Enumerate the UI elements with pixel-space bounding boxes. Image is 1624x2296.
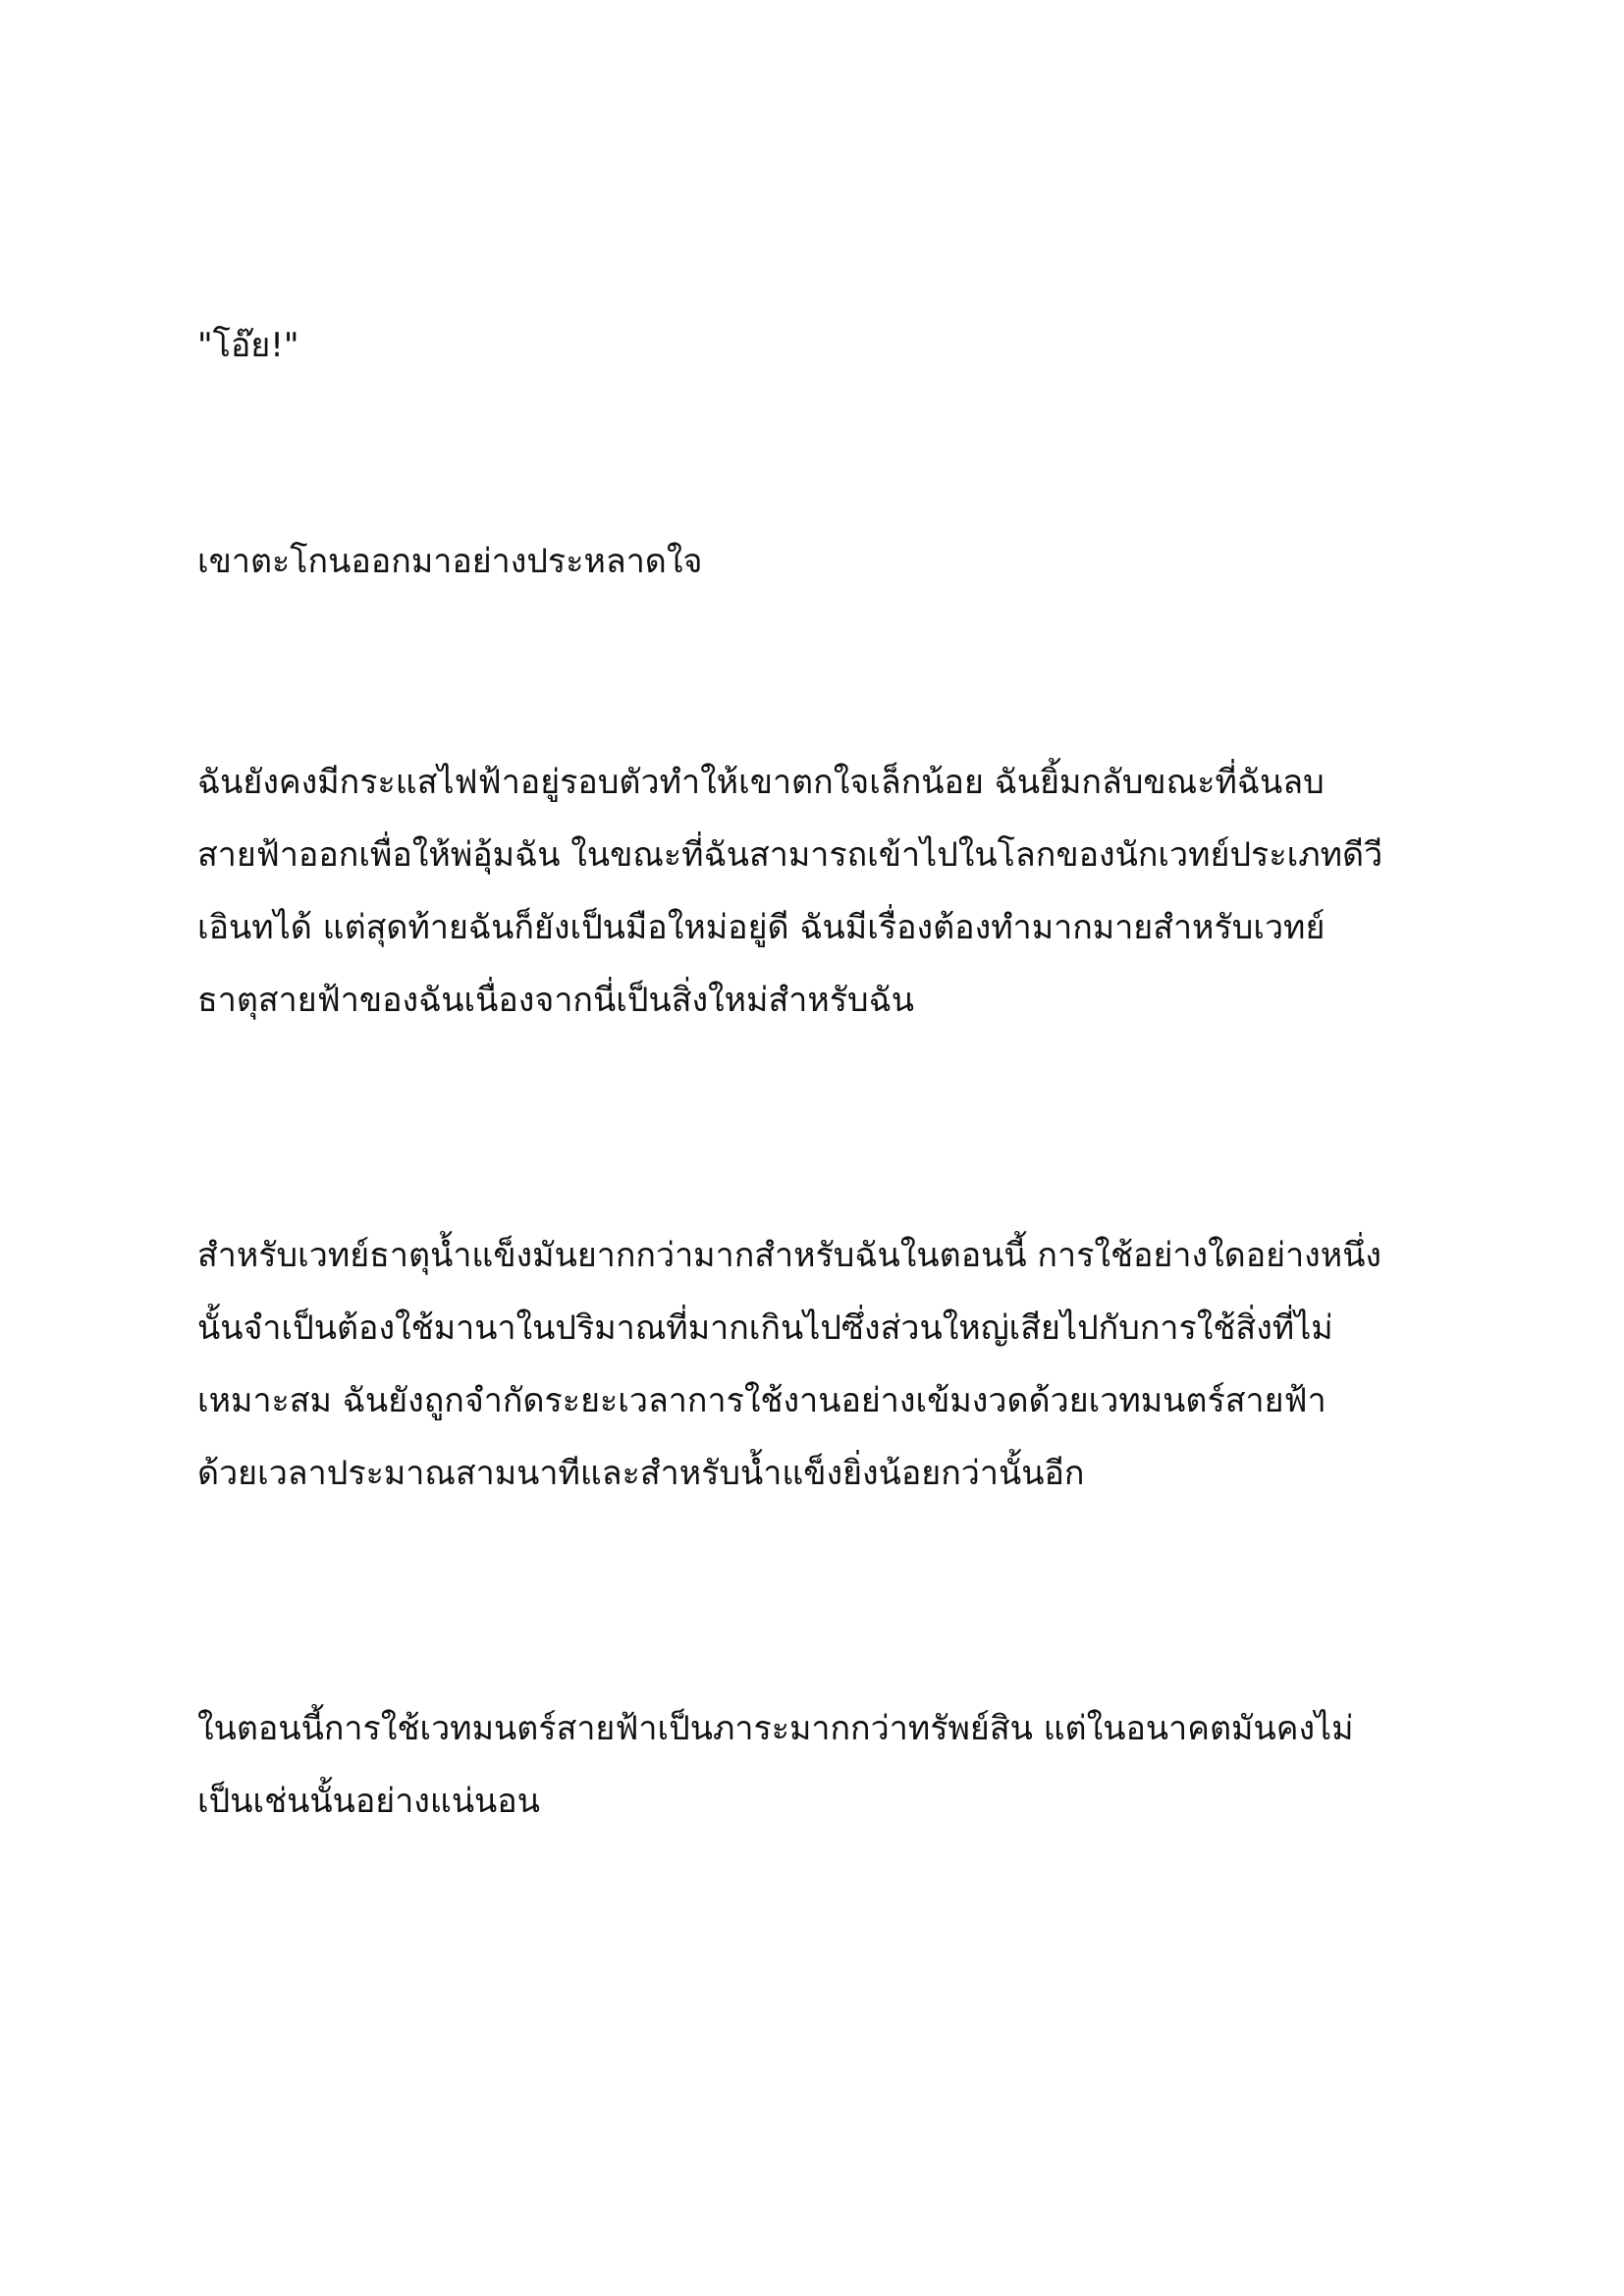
text-line: "โอ๊ย!" <box>197 326 299 365</box>
text-line: ฉันยังคงมีกระแสไฟฟ้าอยู่รอบตัวทำให้เขาตกใจเล็กน้อย ฉันยิ้มกลับขณะที่ฉันลบ <box>197 763 1325 802</box>
text-line: ธาตุสายฟ้าของฉันเนื่องจากนี่เป็นสิ่งใหม่สำหรับฉัน <box>197 981 914 1020</box>
text-line: เขาตะโกนออกมาอย่างประหลาดใจ <box>197 542 703 581</box>
paragraph-exclamation <box>197 309 1454 382</box>
paragraph-shout <box>197 525 1454 598</box>
paragraph-future <box>197 1692 1454 1838</box>
text-line: สำหรับเวทย์ธาตุน้ำแข็งมันยากกว่ามากสำหรับฉันในตอนนี้ การใช้อย่างใดอย่างหนึ่ง <box>197 1236 1382 1275</box>
paragraph-lightning <box>197 746 1454 1037</box>
text-line: เหมาะสม ฉันยังถูกจำกัดระยะเวลาการใช้งานอย่างเข้มงวดด้วยเวทมนตร์สายฟ้า <box>197 1381 1326 1420</box>
text-line: ด้วยเวลาประมาณสามนาทีและสำหรับน้ำแข็งยิ่งน้อยกว่านั้นอีก <box>197 1454 1085 1493</box>
text-line: ในตอนนี้การใช้เวทมนตร์สายฟ้าเป็นภาระมากกว่าทรัพย์สิน แต่ในอนาคตมันคงไม่ <box>197 1709 1354 1748</box>
text-line: สายฟ้าออกเพื่อให้พ่อุ้มฉัน ในขณะที่ฉันสามารถเข้าไปในโลกของนักเวทย์ประเภทดีวี <box>197 835 1383 875</box>
text-line: เป็นเช่นนั้นอย่างแน่นอน <box>197 1782 540 1821</box>
text-line: เอินทได้ แต่สุดท้ายฉันก็ยังเป็นมือใหม่อยู่ดี ฉันมีเรื่องต้องทำมากมายสำหรับเวทย์ <box>197 908 1326 947</box>
text-line: นั้นจำเป็นต้องใช้มานาในปริมาณที่มากเกินไปซึ่งส่วนใหญ่เสียไปกับการใช้สิ่งที่ไม่ <box>197 1308 1333 1348</box>
paragraph-ice <box>197 1219 1454 1510</box>
